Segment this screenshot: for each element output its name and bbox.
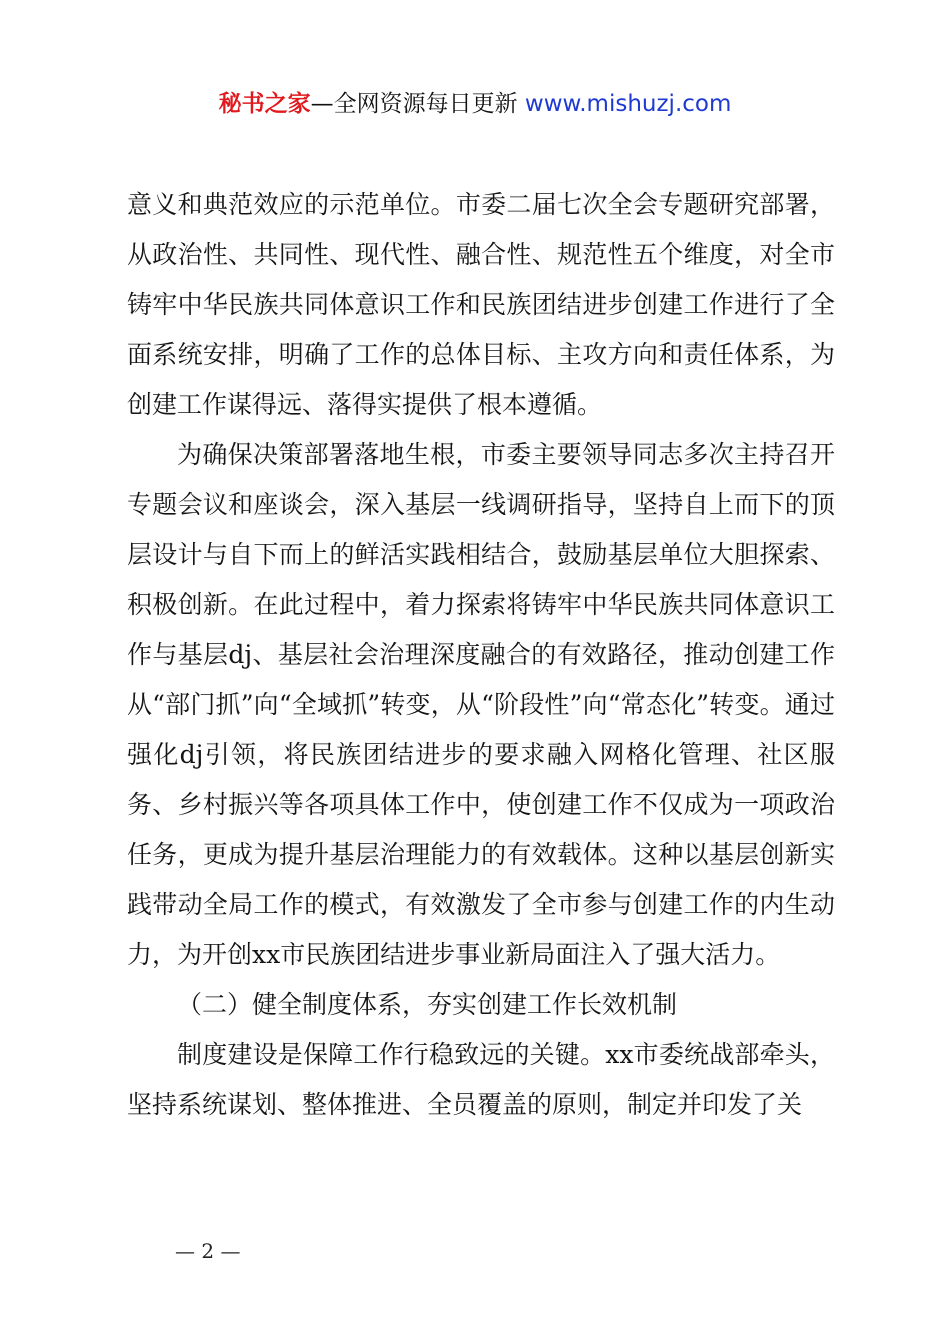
document-body [127,180,835,1130]
header-brand: 秘书之家 [218,91,311,117]
header-url: www.mishuzj.com [524,91,732,117]
header-tagline: —全网资源每日更新 [310,91,525,117]
paragraph: 制度建设是保障工作行稳致远的关键。xx市委统战部牵头，坚持系统谋划、整体推进、全员覆盖的原则，制定并印发了关 [127,1040,835,1119]
paragraph: 为确保决策部署落地生根，市委主要领导同志多次主持召开专题会议和座谈会，深入基层一线调研指导，坚持自上而下的顶层设计与自下而上的鲜活实践相结合，鼓励基层单位大胆探索、积极创新。在此过程中，着力探索将铸牢中华民族共同体意识工作与基层dj、基层社会治理深度融合的有效路径，推动创建工作从“部门抓”向“全域抓”转变，从“阶段性”向“常态化”转变。通过强化dj引领，将民族团结进步的要求融入网格化管理、社区服务、乡村振兴等各项具体工作中，使创建工作不仅成为一项政治任务，更成为提升基层治理能力的有效载体。这种以基层创新实践带动全局工作的模式，有效激发了全市参与创建工作的内生动力，为开创xx市民族团结进步事业新局面注入了强大活力。 [127,440,835,969]
site-header [0,86,950,122]
page-number: — 2 — [175,1239,241,1263]
section-heading: （二）健全制度体系，夯实创建工作长效机制 [177,990,678,1019]
paragraph-continuation: 意义和典范效应的示范单位。市委二届七次全会专题研究部署，从政治性、共同性、现代性、融合性、规范性五个维度，对全市铸牢中华民族共同体意识工作和民族团结进步创建工作进行了全面系统安排，明确了工作的总体目标、主攻方向和责任体系，为创建工作谋得远、落得实提供了根本遵循。 [127,190,835,419]
